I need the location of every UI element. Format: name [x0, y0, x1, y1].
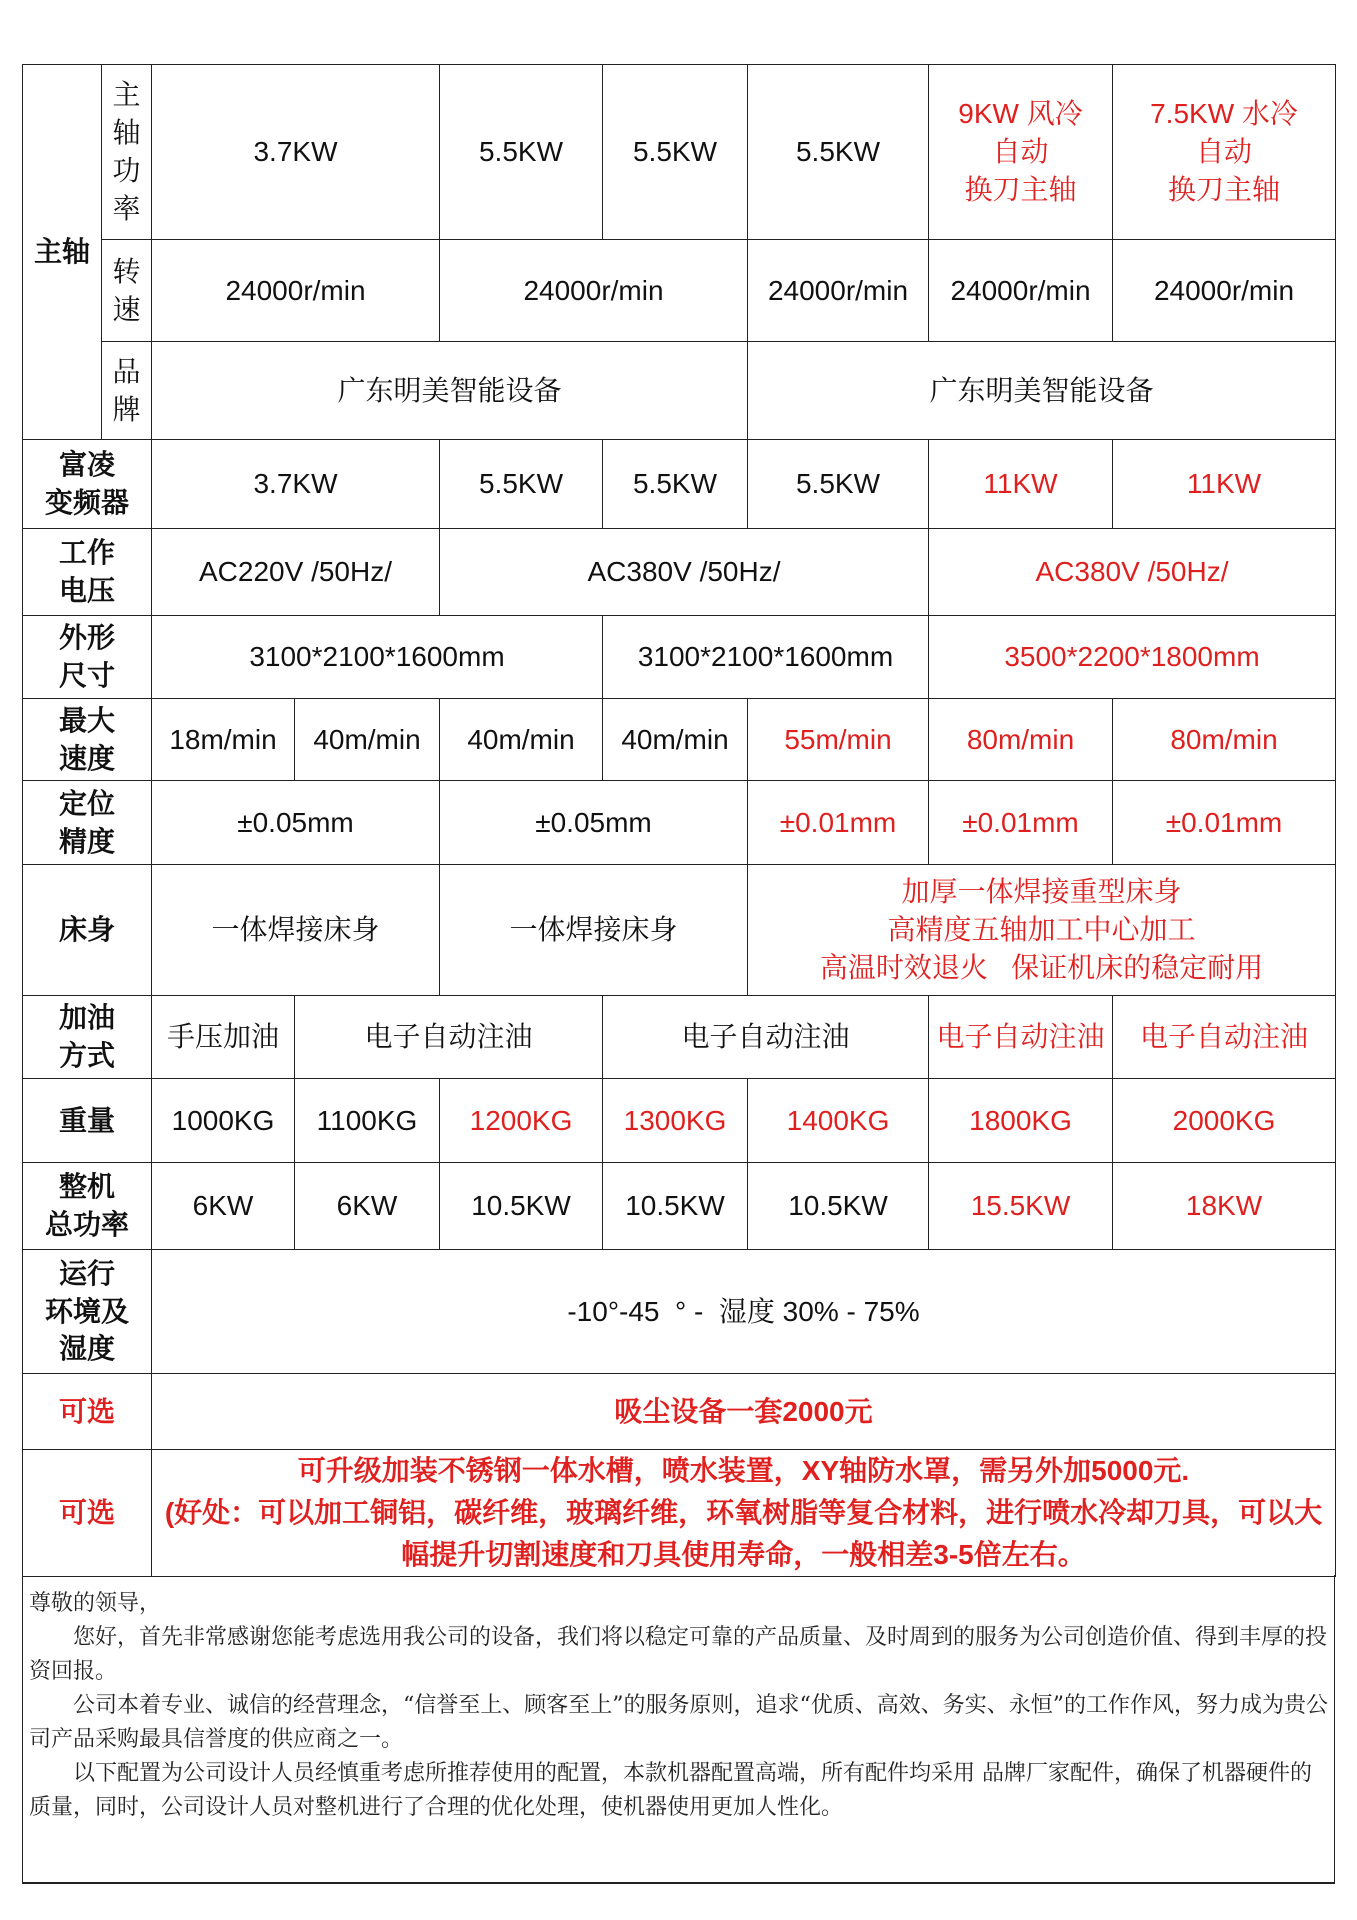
letter-paragraph: 您好，首先非常感谢您能考虑选用我公司的设备，我们将以稳定可靠的产品质量、及时周到的服务为公司创造价值、得到丰厚的投资回报。 — [29, 1625, 1328, 1684]
cell: 11KW — [929, 440, 1113, 529]
cell: 1800KG — [929, 1079, 1113, 1163]
cell: 电子自动注油 — [929, 996, 1113, 1079]
cell: 1100KG — [295, 1079, 440, 1163]
cell: 18KW — [1113, 1163, 1336, 1250]
inverter-row — [23, 440, 1336, 529]
option-row-2 — [23, 1450, 1336, 1577]
row-label: 外形 尺寸 — [23, 616, 152, 699]
cell: 1400KG — [748, 1079, 929, 1163]
bed-row — [23, 865, 1336, 996]
cell: 11KW — [1113, 440, 1336, 529]
spec-table — [22, 64, 1336, 1577]
cell: 5.5KW — [748, 440, 929, 529]
cell: ±0.05mm — [152, 781, 440, 865]
row-label: 运行 环境及 湿度 — [23, 1250, 152, 1374]
line: 可升级加装不锈钢一体水槽，喷水装置，XY轴防水罩，需另外加5000元. — [297, 1455, 1190, 1486]
cell: AC220V /50Hz/ — [152, 529, 440, 616]
row-label: 最大 速度 — [23, 699, 152, 781]
cell: 24000r/min — [1113, 240, 1336, 342]
cell: 电子自动注油 — [603, 996, 929, 1079]
dimensions-row — [23, 616, 1336, 699]
cell: 3.7KW — [152, 440, 440, 529]
cell: ±0.01mm — [748, 781, 929, 865]
cell — [748, 865, 1336, 996]
voltage-row — [23, 529, 1336, 616]
cell — [1113, 65, 1336, 240]
cell: 18m/min — [152, 699, 295, 781]
cell: ±0.05mm — [440, 781, 748, 865]
cell: 5.5KW — [748, 65, 929, 240]
cell: 10.5KW — [748, 1163, 929, 1250]
cell: -10°-45 ° - 湿度 30% - 75% — [152, 1250, 1336, 1374]
line: 高精度五轴加工中心加工 — [887, 914, 1196, 946]
cell: 1300KG — [603, 1079, 748, 1163]
cell: 80m/min — [1113, 699, 1336, 781]
row-label: 富凌 变频器 — [23, 440, 152, 529]
cell: 2000KG — [1113, 1079, 1336, 1163]
row-label: 整机 总功率 — [23, 1163, 152, 1250]
cell: 15.5KW — [929, 1163, 1113, 1250]
cell: 6KW — [295, 1163, 440, 1250]
spindle-brand-label: 品 牌 — [102, 342, 152, 440]
cell: 3500*2200*1800mm — [929, 616, 1336, 699]
cell: 10.5KW — [603, 1163, 748, 1250]
cell: 3100*2100*1600mm — [603, 616, 929, 699]
cell: 手压加油 — [152, 996, 295, 1079]
cell — [152, 1450, 1336, 1577]
spindle-power-row — [23, 65, 1336, 240]
letter-paragraph: 公司本着专业、诚信的经营理念，“信誉至上、顾客至上”的服务原则，追求“优质、高效、务实、永恒”的工作作风，努力成为贵公司产品采购最具信誉度的供应商之一。 — [29, 1693, 1328, 1752]
cell: 24000r/min — [929, 240, 1113, 342]
cell: 3100*2100*1600mm — [152, 616, 603, 699]
line: 换刀主轴 — [1167, 173, 1280, 205]
row-label: 工作 电压 — [23, 529, 152, 616]
cell: 5.5KW — [440, 440, 603, 529]
weight-row — [23, 1079, 1336, 1163]
line: 高温时效退火 保证机床的稳定耐用 — [819, 951, 1264, 983]
cell: 55m/min — [748, 699, 929, 781]
row-label: 可选 — [23, 1450, 152, 1577]
cell: 一体焊接床身 — [440, 865, 748, 996]
cell: 24000r/min — [748, 240, 929, 342]
environment-row — [23, 1250, 1336, 1374]
cell: 40m/min — [295, 699, 440, 781]
cell: 3.7KW — [152, 65, 440, 240]
line: 幅提升切割速度和刀具使用寿命，一般相差3-5倍左右。 — [401, 1539, 1086, 1570]
precision-row — [23, 781, 1336, 865]
cell: 一体焊接床身 — [152, 865, 440, 996]
lubrication-row — [23, 996, 1336, 1079]
line: (好处：可以加工铜铝，碳纤维，玻璃纤维，环氧树脂等复合材料，进行喷水冷却刀具，可以大 — [164, 1497, 1323, 1528]
line: 7.5KW 水冷 — [1150, 98, 1298, 130]
total-power-row — [23, 1163, 1336, 1250]
cell: 5.5KW — [603, 65, 748, 240]
cell: 24000r/min — [152, 240, 440, 342]
max-speed-row — [23, 699, 1336, 781]
cell: ±0.01mm — [929, 781, 1113, 865]
cell: 80m/min — [929, 699, 1113, 781]
spindle-power-label: 主 轴 功 率 — [102, 65, 152, 240]
cell: 广东明美智能设备 — [152, 342, 748, 440]
cell: 24000r/min — [440, 240, 748, 342]
line: 自动 — [1195, 136, 1252, 168]
spindle-speed-row — [23, 240, 1336, 342]
cell: 1200KG — [440, 1079, 603, 1163]
cell: 5.5KW — [603, 440, 748, 529]
cell: 10.5KW — [440, 1163, 603, 1250]
cell — [929, 65, 1113, 240]
row-label: 重量 — [23, 1079, 152, 1163]
row-label: 可选 — [23, 1374, 152, 1450]
cell: 电子自动注油 — [1113, 996, 1336, 1079]
line: 换刀主轴 — [964, 173, 1077, 205]
line: 自动 — [992, 136, 1049, 168]
intro-letter — [22, 1575, 1335, 1884]
cell: 广东明美智能设备 — [748, 342, 1336, 440]
cell: 电子自动注油 — [295, 996, 603, 1079]
row-label: 定位 精度 — [23, 781, 152, 865]
line: 9KW 风冷 — [958, 98, 1083, 130]
letter-greeting: 尊敬的领导， — [29, 1591, 162, 1616]
row-label: 床身 — [23, 865, 152, 996]
cell: ±0.01mm — [1113, 781, 1336, 865]
cell: 吸尘设备一套2000元 — [152, 1374, 1336, 1450]
row-label: 加油 方式 — [23, 996, 152, 1079]
cell: 40m/min — [603, 699, 748, 781]
spindle-label: 主轴 — [23, 65, 102, 440]
spindle-speed-label: 转 速 — [102, 240, 152, 342]
cell: 5.5KW — [440, 65, 603, 240]
cell: AC380V /50Hz/ — [440, 529, 929, 616]
spindle-brand-row — [23, 342, 1336, 440]
cell: 1000KG — [152, 1079, 295, 1163]
cell: 6KW — [152, 1163, 295, 1250]
option-row-1 — [23, 1374, 1336, 1450]
line: 加厚一体焊接重型床身 — [901, 876, 1182, 908]
cell: AC380V /50Hz/ — [929, 529, 1336, 616]
letter-paragraph: 以下配置为公司设计人员经慎重考虑所推荐使用的配置，本款机器配置高端，所有配件均采用 品牌厂家配件，确保了机器硬件的质量，同时，公司设计人员对整机进行了合理的优化处理，使机器使用更加人性化。 — [29, 1761, 1312, 1820]
cell: 40m/min — [440, 699, 603, 781]
